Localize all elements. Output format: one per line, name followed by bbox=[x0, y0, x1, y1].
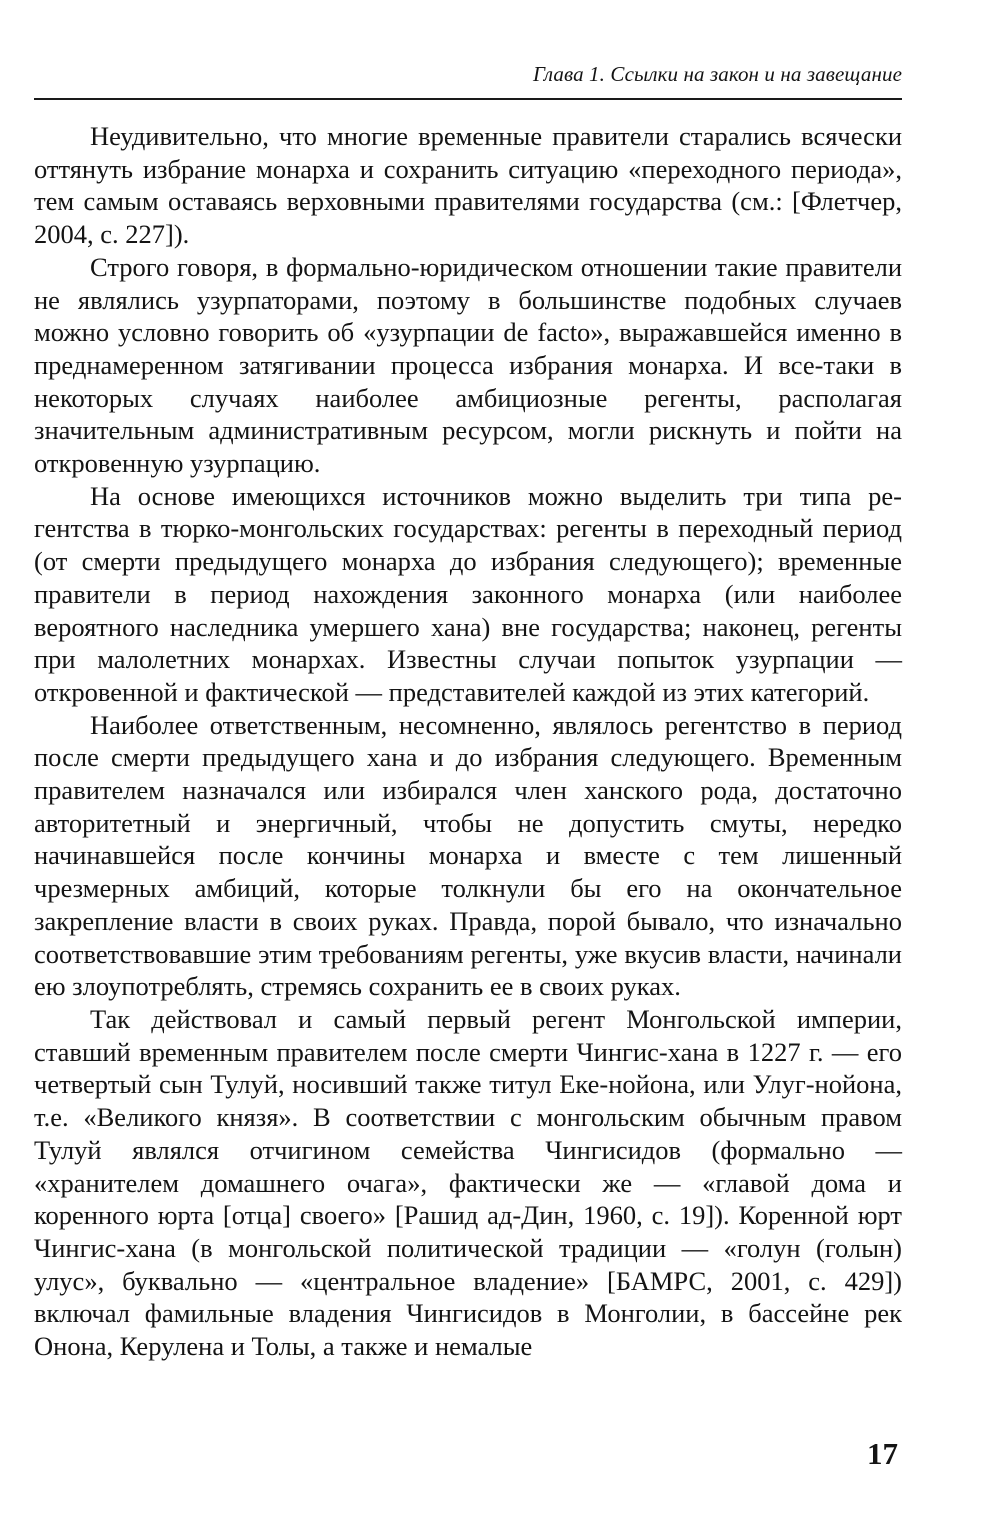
paragraph: Так действовал и самый первый регент Монгольской империи, ставший временным правителем после смерти Чингис-хана в 1227 г. — его четвертый сын Тулуй, носивший также титул Еке-нойона, или Улуг-нойона, т.е. «Великого князя». В соответствии с монгольским обычным правом Тулуй являлся отчигином семейства Чингисидов (формально — «хранителем домашнего очага», фактически же — «главой дома и коренного юрта [отца] своего» [Рашид ад-Дин, 1960, с. 19]). Коренной юрт Чингис-хана (в монгольской политической традиции — «голун (голын) улус», буквально — «центральное владение» [БАМРС, 2001, с. 429]) включал фамильные владения Чингисидов в Монголии, в бассейне рек Онона, Керулена и Толы, а также и немалые bbox=[34, 1003, 902, 1362]
body-text bbox=[34, 120, 902, 1363]
paragraph: Наиболее ответственным, несомненно, являлось регентство в период после смерти предыдущего хана и до избрания следующего. Временным правителем назначался или избирался член ханского рода, достаточно авторитетный и энергичный, чтобы не допустить смуты, нередко начинавшейся после кончины монарха и вместе с тем лишенный чрезмерных амбиций, которые толкнули бы его на окончательное закрепление власти в своих руках. Правда, порой бывало, что изначально соответствовавшие этим требованиям регенты, уже вкусив власти, начинали ею злоупотреблять, стремясь сохранить ее в своих руках. bbox=[34, 709, 902, 1002]
paragraph: Неудивительно, что многие временные правители старались всячески оттянуть избрание монарха и сохранить ситуацию «переходного периода», тем самым оставаясь верховными правителями государства (см.: [Флетчер, 2004, с. 227]). bbox=[34, 121, 902, 250]
header-rule bbox=[34, 98, 902, 100]
page-number: 17 bbox=[867, 1436, 898, 1471]
paragraph: Строго говоря, в формально-юридическом отношении такие правители не являлись узурпаторами, поэтому в большинстве подобных случаев можно условно говорить об «узурпации de facto», выражавшейся именно в преднамеренном затягивании процесса избрания монарха. И все-таки в некоторых случаях наиболее амбициозные регенты, располагая значительным административным ресурсом, могли рискнуть и пойти на откровенную узурпацию. bbox=[34, 251, 902, 479]
paragraph: На основе имеющихся источников можно выделить три типа регентства в тюрко-монгольских государствах: регенты в переходный период (от смерти предыдущего монарха до избрания следующего); временные правители в период нахождения законного монарха (или наиболее вероятного наследника умершего хана) вне государства; наконец, регенты при малолетних монархах. Известны случаи попыток узурпации — откровенной и фактической — представителей каждой из этих категорий. bbox=[34, 480, 902, 707]
running-header: Глава 1. Ссылки на закон и на завещание bbox=[532, 62, 902, 86]
